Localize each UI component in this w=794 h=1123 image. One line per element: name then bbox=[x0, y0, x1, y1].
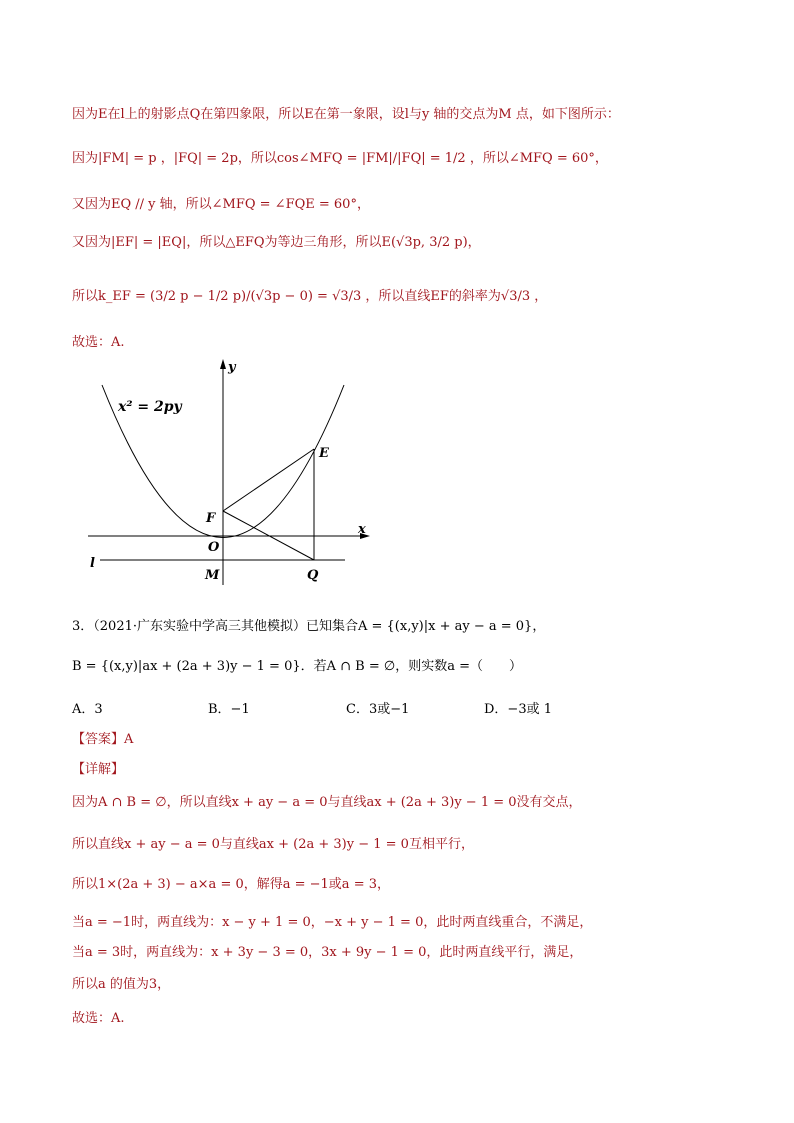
point-Q-label: Q bbox=[307, 568, 319, 583]
solution-line-6: 故选：A. bbox=[72, 335, 125, 350]
point-F-label: F bbox=[206, 511, 216, 526]
option-A: A．3 bbox=[72, 702, 103, 717]
solution-line-2: 因为|FM| = p ，|FQ| = 2p，所以cos∠MFQ = |FM|/|FQ| = 1/2 ，所以∠MFQ = 60°， bbox=[72, 151, 608, 166]
solution-line-3: 又因为EQ // y 轴，所以∠MFQ = ∠FQE = 60°， bbox=[72, 197, 370, 212]
point-O-label: O bbox=[208, 540, 220, 555]
line-l-label: l bbox=[90, 556, 95, 571]
option-D: D．−3或 1 bbox=[484, 702, 552, 717]
solution-line-1: 因为E在l上的射影点Q在第四象限，所以E在第一象限，设l与y 轴的交点为M 点，如下图所示： bbox=[72, 107, 620, 122]
question-3-stem-2: B = {(x,y)|ax + (2a + 3)y − 1 = 0}．若A ∩ B = ∅，则实数a =（ ） bbox=[72, 659, 522, 674]
x-axis-label: x bbox=[358, 522, 366, 537]
detail-line-5: 当a = 3时，两直线为：x + 3y − 3 = 0，3x + 9y − 1 = 0，此时两直线平行，满足， bbox=[72, 945, 583, 960]
detail-line-4: 当a = −1时，两直线为：x − y + 1 = 0，−x + y − 1 = 0，此时两直线重合，不满足， bbox=[72, 915, 593, 930]
question-3-stem-1: 3．（2021·广东实验中学高三其他模拟）已知集合A = {(x,y)|x + ay − a = 0}， bbox=[72, 619, 546, 634]
detail-label: 【详解】 bbox=[72, 762, 125, 777]
answer-label: 【答案】A bbox=[72, 732, 134, 747]
y-axis-arrow bbox=[220, 359, 226, 369]
detail-line-3: 所以1×(2a + 3) − a×a = 0，解得a = −1或a = 3， bbox=[72, 877, 390, 892]
segment-FE bbox=[223, 449, 314, 511]
curve-label: x² = 2py bbox=[118, 399, 182, 415]
detail-line-6: 所以a 的值为3， bbox=[72, 977, 171, 992]
option-C: C．3或−1 bbox=[346, 702, 410, 717]
solution-line-5: 所以k_EF = (3/2 p − 1/2 p)/(√3p − 0) = √3/3 ，所以直线EF的斜率为√3/3 ， bbox=[72, 289, 548, 304]
detail-line-7: 故选：A. bbox=[72, 1011, 125, 1026]
detail-line-2: 所以直线x + ay − a = 0与直线ax + (2a + 3)y − 1 = 0互相平行， bbox=[72, 837, 474, 852]
y-axis-label: y bbox=[228, 360, 236, 375]
solution-line-4: 又因为|EF| = |EQ|，所以△EFQ为等边三角形，所以E(√3p, 3/2 p)， bbox=[72, 235, 481, 250]
option-B: B．−1 bbox=[208, 702, 250, 717]
parabola-figure bbox=[80, 355, 380, 590]
point-E-label: E bbox=[319, 446, 329, 461]
point-M-label: M bbox=[205, 568, 220, 583]
detail-line-1: 因为A ∩ B = ∅，所以直线x + ay − a = 0与直线ax + (2a + 3)y − 1 = 0没有交点， bbox=[72, 795, 582, 810]
